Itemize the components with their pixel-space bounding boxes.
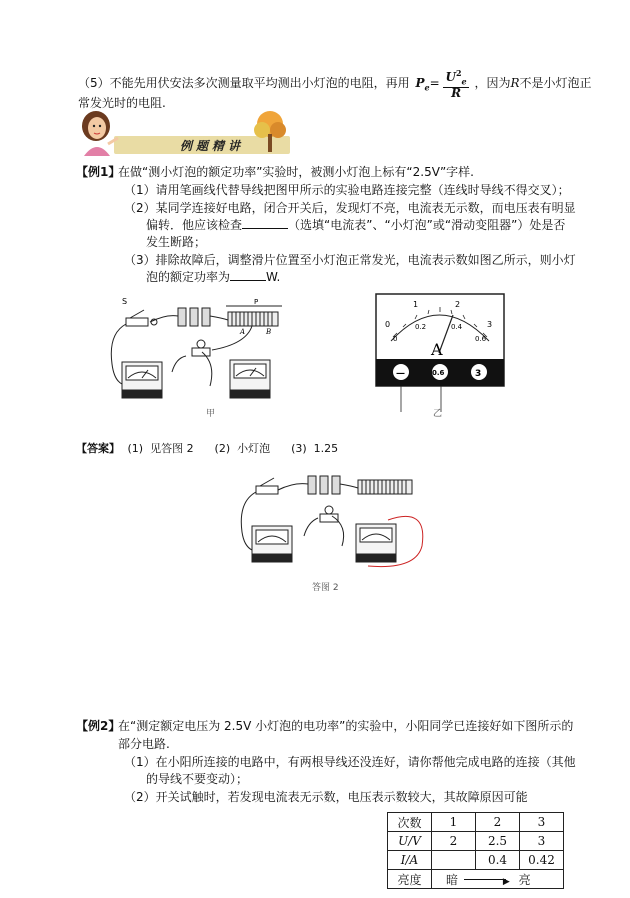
battery-cell-2 bbox=[190, 308, 198, 326]
brightness-dark: 暗 bbox=[446, 872, 459, 887]
formula-den: R bbox=[451, 86, 462, 101]
example1-q2-line3: 发生断路； bbox=[146, 235, 207, 249]
table-row bbox=[388, 813, 564, 832]
formula-num-sup: 2 bbox=[455, 68, 462, 78]
switch-base bbox=[126, 318, 148, 326]
scale-left: 0 bbox=[385, 320, 391, 329]
lamp-bulb bbox=[197, 340, 205, 348]
rheostat-a-label: A bbox=[240, 328, 246, 336]
answer1-text: (1) 见答图 2 (2) 小灯泡 (3) 1.25 bbox=[127, 442, 339, 455]
table-row bbox=[388, 851, 564, 870]
example2-stem-2: 部分电路. bbox=[118, 737, 170, 751]
battery-cell-1 bbox=[178, 308, 186, 326]
table-cell: 0.42 bbox=[520, 851, 564, 870]
example1-q3-suffix: W. bbox=[266, 270, 281, 284]
table-cell: 3 bbox=[520, 813, 564, 832]
caption-answer: 答图 2 bbox=[312, 583, 339, 593]
teacher-illustration bbox=[72, 108, 132, 158]
battery-cell-3 bbox=[202, 308, 210, 326]
table-row bbox=[388, 870, 564, 889]
example1-q2-blank[interactable] bbox=[242, 217, 288, 229]
circuit-figure-answer bbox=[238, 466, 428, 576]
terminal-3-label: 3 bbox=[475, 369, 482, 379]
rheostat-p-label: P bbox=[254, 298, 259, 306]
example1-q1: （1）请用笔画线代替导线把图甲所示的实验电路连接完整（连线时导线不得交叉）； bbox=[124, 183, 570, 197]
table-cell: 2 bbox=[432, 832, 476, 851]
arrow-right-icon bbox=[464, 879, 506, 880]
table-cell: 0.4 bbox=[476, 851, 520, 870]
table-cell: 2 bbox=[476, 813, 520, 832]
brightness-bright: 亮 bbox=[518, 872, 531, 887]
terminal-neg-label: — bbox=[396, 369, 405, 379]
dial-unit: A bbox=[431, 340, 443, 359]
example1-q2-prefix: 偏转．他应该检查 bbox=[146, 218, 243, 232]
scale-left-bottom: 0 bbox=[393, 335, 398, 343]
ammeter-dial-yi bbox=[375, 293, 505, 387]
example1-q3-line2 bbox=[146, 268, 280, 285]
example1-q3-line1: （3）排除故障后，调整滑片位置至小灯泡正常发光，电流表示数如图乙所示，则小灯 bbox=[124, 253, 576, 267]
example1-q3-prefix: 泡的额定功率为 bbox=[146, 270, 231, 284]
scale-bottom-2: 0.4 bbox=[451, 323, 463, 331]
scale-bottom-1: 0.2 bbox=[415, 323, 427, 331]
circuit-figure-jia bbox=[106, 294, 306, 410]
table-cell: 次数 bbox=[388, 813, 432, 832]
example2-stem-1: 在“测定额定电压为 2.5V 小灯泡的电功率”的实验中，小阳同学已连接好如下图所示的 bbox=[118, 719, 574, 733]
formula: $P_e=$ $\frac{U^2_e}{R}$ bbox=[415, 68, 467, 101]
scale-top-2: 2 bbox=[455, 300, 461, 309]
scale-right-bottom: 0.6 bbox=[475, 335, 487, 343]
switch-label: S bbox=[122, 297, 128, 306]
example1-stem: 在做“测小灯泡的额定功率”实验时，被测小灯泡上标有“2.5V”字样. bbox=[118, 165, 474, 179]
terminal-06-label: 0.6 bbox=[432, 369, 445, 377]
table-cell: 3 bbox=[520, 832, 564, 851]
example2-label bbox=[76, 717, 120, 734]
example1-q2-line2 bbox=[146, 216, 565, 233]
table-cell bbox=[432, 851, 476, 870]
rheostat-b-label: B bbox=[266, 328, 272, 336]
banner-title: 例题精讲 bbox=[180, 139, 245, 153]
example1-q2-suffix: （选填“电流表”、“小灯泡”或“滑动变阻器”）处是否 bbox=[288, 218, 566, 232]
table-cell: 亮度 bbox=[388, 870, 432, 889]
tree-illustration bbox=[248, 108, 292, 154]
scale-right: 3 bbox=[487, 320, 493, 329]
formula-num: U bbox=[445, 70, 456, 84]
answer-switch-base bbox=[256, 486, 278, 494]
example1-q2-line1: （2）某同学连接好电路，闭合开关后，发现灯不亮，电流表无示数，而电压表有明显 bbox=[124, 201, 576, 215]
table-cell: 1 bbox=[432, 813, 476, 832]
intro-line-1-suffix: ，因为 bbox=[474, 76, 511, 91]
example1-label-text: 【例1】 bbox=[76, 165, 121, 179]
table-cell: I/A bbox=[388, 851, 432, 870]
answer1 bbox=[76, 440, 338, 456]
example1-q3-blank[interactable] bbox=[230, 269, 266, 281]
caption-jia: 甲 bbox=[206, 409, 216, 419]
formula-p-sub: e bbox=[424, 82, 430, 93]
table-row bbox=[388, 832, 564, 851]
example2-label-text: 【例2】 bbox=[76, 719, 121, 733]
lamp-holder bbox=[192, 348, 210, 356]
example2-q1-line2: 的导线不要变动）； bbox=[146, 772, 249, 786]
intro-line-1-prefix: （5）不能先用伏安法多次测量取平均测出小灯泡的电阻，再用 bbox=[78, 76, 410, 91]
intro-line-2: 常发光时的电阻. bbox=[78, 96, 166, 110]
intro-r: R bbox=[510, 76, 520, 91]
answer1-label: 【答案】 bbox=[76, 442, 120, 455]
table-cell: 2.5 bbox=[476, 832, 520, 851]
intro-line-1-tail: 不是小灯泡正 bbox=[519, 76, 592, 91]
data-table bbox=[387, 812, 564, 889]
brightness-cell: 暗 ▶ 亮 bbox=[432, 870, 564, 889]
switch-lever bbox=[130, 310, 144, 318]
table-cell: U/V bbox=[388, 832, 432, 851]
formula-num-sub: e bbox=[461, 76, 467, 87]
formula-p: P bbox=[415, 76, 425, 91]
caption-yi: 乙 bbox=[433, 409, 443, 419]
example-banner bbox=[72, 108, 290, 158]
scale-top-1: 1 bbox=[413, 300, 419, 309]
example1-label bbox=[76, 163, 120, 180]
example2-q1-line1: （1）在小阳所连接的电路中，有两根导线还没连好，请你帮他完成电路的连接（其他 bbox=[124, 755, 576, 769]
example2-q2-line1: （2）开关试触时，若发现电流表无示数，电压表示数较大，其故障原因可能 bbox=[124, 790, 528, 804]
